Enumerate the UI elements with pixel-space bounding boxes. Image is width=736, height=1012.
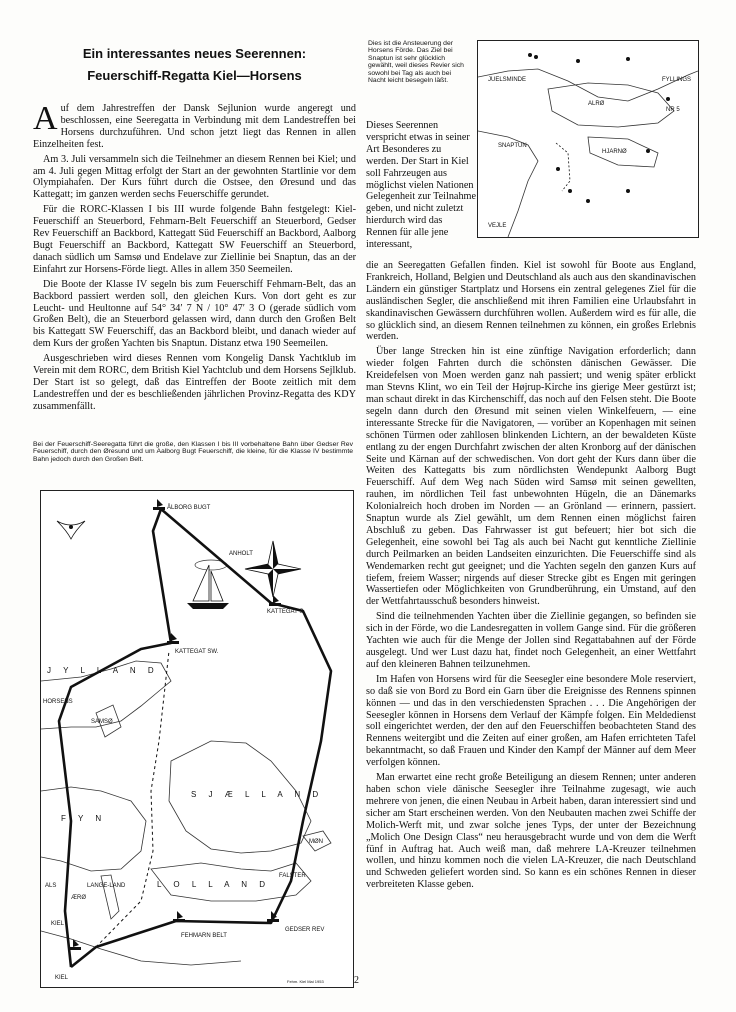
- paragraph-special: Dieses Seerennen verspricht etwas in seiner Art Besonderes zu werden. Der Start in Kiel soll Fahrzeugen aus möglichst vielen Nationen Gelegenheit zur Teilnahme geben, und nicht zuletzt hierdurch wird das Rennen für alle jene interessant,: [366, 120, 476, 251]
- map-label-alroe: ALRØ: [588, 101, 605, 107]
- map-label-kattegat-s: KATTEGAT S.: [267, 609, 306, 615]
- map-label-fyllings: FYLLINGS: [662, 77, 692, 83]
- map-label-nr5: NR 5: [666, 107, 680, 113]
- map-label-gedser: GEDSER REV: [285, 927, 325, 933]
- map-credit: Fehm. Kiel Mai 1953: [287, 979, 324, 984]
- lightship-aalborg-icon: [153, 499, 165, 510]
- fyn-coast: [41, 787, 146, 871]
- langeland-coast: [101, 875, 119, 919]
- map-label-fyn: F Y N: [61, 814, 107, 823]
- map-label-lolland: L O L L A N D: [157, 880, 271, 889]
- left-column: [33, 100, 356, 416]
- map-label-jylland: J Y L L A N D: [47, 666, 159, 675]
- paragraph-intro-text: uf dem Jahrestreffen der Dansk Sejlunion wurde angeregt und beschlossen, eine Seeregatta in Verbindung mit dem Landestreffen bei Horsens durchzuführen. Und schon jetzt liegt das Rennen in allen Einzelheiten fest.: [33, 103, 356, 150]
- paragraph-finish: Sind die teilnehmenden Yachten über die Ziellinie gegangen, so befinden sie sich in der Förde, wo die Landesregatten in vollem Gange sind. Für die größeren Yachten wie auch für die Menge der Jollen sind Regattabahnen auf der Förde ausgelegt. Und wer Lust dazu hat, findet noch Gelegenheit, an einer Wettfahrt auf den kleineren Bahnen teilzunehmen.: [366, 611, 696, 670]
- horsens-approach-map-svg: [478, 41, 698, 237]
- lightship-fehmarn-icon: [173, 911, 185, 922]
- paragraph-organizers: Ausgeschrieben wird dieses Rennen vom Kongelig Dansk Yachtklub im Verein mit dem RORC, dem British Kiel Yachtclub und dem Horsens Sejlklub. Der Start ist so gelegt, daß das Eintreffen der Boote zeitlich mit dem Landestreffen und der es beschließenden jährlichen Provinz-Regatta des KDY zusammenfällt.: [33, 353, 356, 412]
- map-label-kiel-top: KIEL: [51, 921, 65, 927]
- map-label-snaptun: SNAPTUN: [498, 143, 527, 149]
- paragraph-navigation: Über lange Strecken hin ist eine zünftige Navigation erforderlich; dann wieder folgen Fahrten durch die schönsten dänischen Gewässer. Die Kreidefelsen von Moen werden ganz nah passiert; und wenig später erblickt man Stevns Klint, wo ein Teil der Højrup-Kirche ins gierige Meer gestürzt ist; man schaut direkt in das Kirchenschiff, das noch auf den Felsen steht. Die Boote segeln dann durch den Øresund mit seinen vielen Winkelfeuern, — eine interessante Strecke für die Navigatoren, — vorüber an Kopenhagen mit seinen schönen Türmen oder zahllosen blinkenden Lichtern, an der bewaldeten Küste entlang zu der engen Durchfahrt zwischen der alten Kronborg auf der dänischen Seite und Kärnan auf der schwedischen. Von dort geht der Kurs dann über die Weiten des Kattegatts bis zum nördlichsten Wendepunkt Aalborg Bugt Feuerschiff. Auf dem Weg nach Süden wird Samsø mit seinen gewellten, rauhen, im nördlichen Teil fast unbewohnten Hügeln, die an Dänemarks Kolonialreich hoch droben im Norden — an Grönland — erinnern, passiert. Snaptun wurde als Ziel gewählt, um dem Rennen einen möglichst fairen Abschluß zu geben. Das Fahrwasser ist gut befeuert; hier bot sich die Gelegenheit, eine sowohl bei Tag als auch bei Nacht gut kenntliche Ziellinie durch Peilmarken an beiden Landseiten einzurichten. Die Feuerschiffe sind als Wendemarken recht gut geeignet; und die Yachten segeln den ganzen Kurs auf tiefem, freiem Wasser; nirgends auf dieser Strecke gibt es Engen mit geringen Wassertiefen oder Möglichkeiten von Grundberührung, ein Umstand, auf den der Wettfahrtausschuß besonders hinweist.: [366, 346, 696, 608]
- finish-line: [556, 143, 570, 191]
- map-label-aalborg: ÅLBORG BUGT: [167, 505, 211, 511]
- map-label-anholt: ANHOLT: [229, 551, 253, 557]
- sailboat-icon: [187, 565, 229, 609]
- north-coast: [478, 69, 698, 101]
- dropcap-letter: A: [33, 100, 58, 137]
- lightship-kattegat-s-icon: [269, 595, 281, 606]
- seagull-icon: [57, 521, 85, 539]
- map-label-hjarnoe: HJARNØ: [602, 149, 627, 155]
- map-label-langeland: LANGE-LAND: [87, 883, 126, 889]
- map-label-falster: FALSTER: [279, 873, 306, 879]
- paragraph-harbour: Im Hafen von Horsens wird für die Seesegler eine besondere Mole reserviert, so daß sie von Bord zu Bord ein Garn über die Ereignisse des Rennens spinnen können — und das in den verschiedensten Sprachen . . . Die Angehörigen der Seesegler können in Horsens dem Verlauf der Kämpfe folgen. Ein Meldedienst soll eingerichtet werden, der den auf den Feuerschiffen beobachteten Stand des Rennens weitergibt und die Zeiten auf einer großen, am Hafen errichteten Tafel bekanntmacht, so daß Frauen und Kinder den Kampf der Männer auf dem Meer verfolgen können.: [366, 673, 696, 769]
- map-label-kiel-bottom: KIEL: [55, 975, 69, 981]
- map-caption-main: Bei der Feuerschiff-Seeregatta führt die große, den Klassen I bis III vorbehaltene Bahn über Gedser Rev Feuerschiff, durch den Øresund und um Aalborg Bugt Feuerschiff, die kleine, für die Klasse IV bestimmte Bahn jedoch durch den Großen Belt.: [33, 441, 353, 463]
- map-label-moen: MØN: [309, 839, 323, 845]
- paragraph-intro: [33, 100, 356, 151]
- paragraph-start: Am 3. Juli versammeln sich die Teilnehmer an diesem Rennen bei Kiel; und am 4. Juli gegen Mittag erfolgt der Start an der gewohnten Startlinie vor dem Olympiahafen. Der Kurs führt durch die Ostsee, den Øresund und das Kattegatt; im ganzen werden sechs Feuerschiffe gerundet.: [33, 153, 356, 201]
- map-caption-small: Dies ist die Ansteuerung der Horsens Förde. Das Ziel bei Snaptun ist sehr glücklich gewählt, weil dieses Revier sich sowohl bei Tag als auch bei Nacht leicht besegeln läßt.: [368, 40, 464, 85]
- right-column-top: [366, 120, 476, 254]
- map-label-aeroe: ÆRØ: [71, 895, 86, 901]
- alroe-island: [548, 83, 674, 127]
- page-number: 2: [354, 975, 359, 986]
- paragraph-course-large: Für die RORC-Klassen I bis III wurde folgende Bahn festgelegt: Kiel-Feuerschiff an Steuerbord, Fehmarn-Belt Feuerschiff an Steuerbord, Gedser Rev Feuerschiff an Backbord, Kattegatt Süd Feuerschiff an Backbord, Aalborg Bugt Feuerschiff an Backbord, Kattegatt SW Feuerschiff an Steuerbord, danach südlich um Samsø und Endelave zur Ziellinie bei Snaptun, das an der Einfahrt zur Horsens-Förde liegt. Alles in allem 350 Seemeilen.: [33, 204, 356, 275]
- map-label-samsoe: SAMSØ: [91, 719, 113, 725]
- race-course-map: [40, 490, 354, 988]
- buoy-markers-icon: [528, 53, 670, 203]
- map-label-juelsminde: JUELSMINDE: [488, 77, 527, 83]
- map-label-sjaelland: S J Æ L L A N D: [191, 790, 324, 799]
- map-label-vejle: VEJLE: [488, 223, 507, 229]
- article-title-line2: Feuerschiff-Regatta Kiel—Horsens: [87, 68, 302, 83]
- horsens-approach-map: [477, 40, 699, 238]
- race-course-map-svg: [41, 491, 353, 987]
- paragraph-participants: die an Seeregatten Gefallen finden. Kiel ist sowohl für Boote aus England, Frankreich, Holland, Belgien und Deutschland als auch aus den skandinavischen Ländern ein günstiger Startplatz und Horsens ein zentral gelegenes Ziel für die ausländischen Segler, die anschließend mit ihren Familien eine Urlaubsfahrt in skandinavischen Gewässern durchführen wollen. Außerdem wird es für alle, die so glücklich sind, an diesem Rennen teilnehmen zu können, ein großes Erlebnis werden.: [366, 260, 696, 343]
- map-label-als: ALS: [45, 883, 57, 889]
- map-label-horsens: HORSENS: [43, 699, 73, 705]
- map-label-kattegat-sw: KATTEGAT SW.: [175, 649, 219, 655]
- right-column: [366, 260, 696, 894]
- paragraph-expectations: Man erwartet eine recht große Beteiligung an diesem Rennen; unter anderen haben schon viele dänische Seesegler ihre Teilnahme zugesagt, wie auch mehrere von jenen, die einen Neubau in Arbeit haben, daran interessiert sind und sicher am Start erscheinen werden. Von den Neubauten machen zwei Schiffe der Molich-Werft mit, und zwar solche jenes Typs, der unter der Bezeichnung „Molich One Design Class“ neu herausgebracht wurde und von dem die Werft fünf in Auftrag hat. Auch weiß man, daß mehrere LA-Kreuzer teilnehmen wollen, und hinzu kommen noch die vielen LA-Kreuzer, die nach Deutschland und Schweden geliefert worden sind. So kann es ein schönes Rennen in dieser verbreiteten Klasse geben.: [366, 772, 696, 891]
- paragraph-course-small: Die Boote der Klasse IV segeln bis zum Feuerschiff Fehmarn-Belt, das an Backbord passiert werden soll, den gleichen Kurs. Von dort geht es zur Leucht- und Heultonne auf 54° 34′ 7 N / 10° 47′ 3 O (gerade südlich vom Großen Belt), die an Steuerbord gelassen wird, dann durch den Großen Belt bis Kattegatt SW Feuerschiff, das an Backbord bleibt, und danach wieder auf dem Kurs der großen Yachten bis Snaptun. Distanz etwa 190 Seemeilen.: [33, 278, 356, 350]
- article-title-line1: Ein interessantes neues Seerennen:: [82, 46, 307, 61]
- map-label-fehmarn: FEHMARN BELT: [181, 933, 227, 939]
